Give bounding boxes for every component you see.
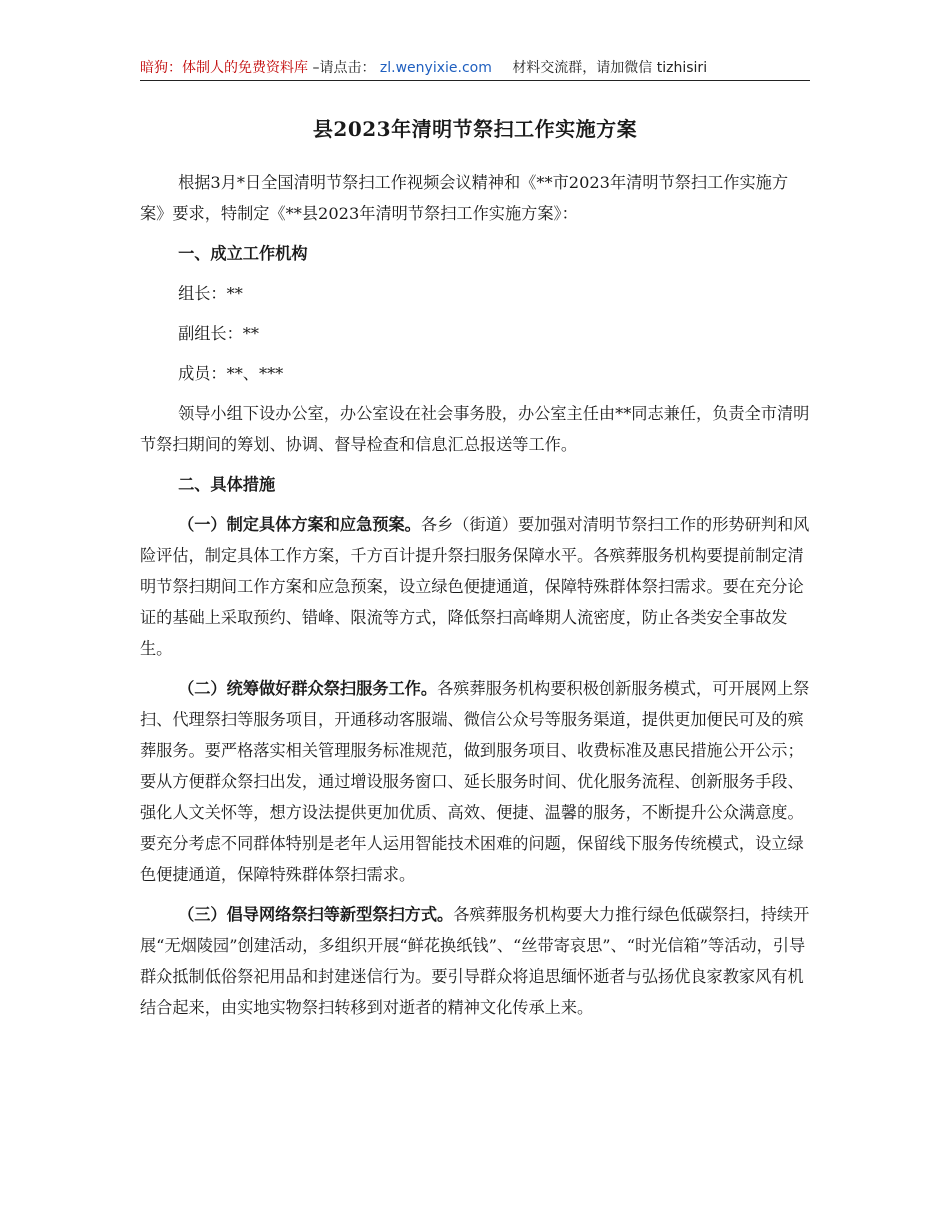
measure-3-paragraph (140, 899, 812, 1023)
page-header-banner (140, 58, 810, 81)
section-2-heading: 二、具体措施 (178, 475, 276, 494)
measure-1-text: 各乡（街道）要加强对清明节祭扫工作的形势研判和风险评估，制定具体工作方案，千方百计提升祭扫服务保障水平。各殡葬服务机构要提前制定清明节祭扫期间工作方案和应急预案，设立绿色便捷通道，保障特殊群体祭扫需求。要在充分论证的基础上采取预约、错峰、限流等方式，降低祭扫高峰期人流密度，防止各类安全事故发生。 (140, 515, 810, 658)
header-brand: 暗狗：体制人的免费资料库 (140, 60, 308, 76)
header-prompt: –请点击： (312, 60, 376, 76)
measure-1-paragraph (140, 509, 812, 664)
members-line: 成员：**、*** (178, 364, 284, 383)
measure-2-paragraph (140, 673, 812, 890)
measure-2-text: 各殡葬服务机构要积极创新服务模式，可开展网上祭扫、代理祭扫等服务项目，开通移动客服端、微信公众号等服务渠道，提供更加便民可及的殡葬服务。要严格落实相关管理服务标准规范，做到服务项目、收费标准及惠民措施公开公示；要从方便群众祭扫出发，通过增设服务窗口、延长服务时间、优化服务流程、创新服务手段、强化人文关怀等，想方设法提供更加优质、高效、便捷、温馨的服务，不断提升公众满意度。要充分考虑不同群体特别是老年人运用智能技术困难的问题，保留线下服务传统模式，设立绿色便捷通道，保障特殊群体祭扫需求。 (140, 679, 810, 884)
header-link[interactable]: zl.wenyixie.com (379, 60, 492, 76)
leader-line: 组长：** (178, 284, 243, 303)
header-contact: 材料交流群，请加微信 tizhisiri (512, 60, 708, 76)
office-paragraph: 领导小组下设办公室，办公室设在社会事务股，办公室主任由**同志兼任，负责全市清明节祭扫期间的筹划、协调、督导检查和信息汇总报送等工作。 (140, 404, 810, 454)
document-title: 县2023年清明节祭扫工作实施方案 (312, 117, 638, 141)
measure-2-lead: （二）统筹做好群众祭扫服务工作。 (178, 679, 438, 698)
intro-paragraph: 根据3月*日全国清明节祭扫工作视频会议精神和《**市2023年清明节祭扫工作实施方案》要求，特制定《**县2023年清明节祭扫工作实施方案》： (140, 173, 789, 223)
measure-3-lead: （三）倡导网络祭扫等新型祭扫方式。 (178, 905, 454, 924)
measure-1-lead: （一）制定具体方案和应急预案。 (178, 515, 421, 534)
measure-3-text: 各殡葬服务机构要大力推行绿色低碳祭扫，持续开展“无烟陵园”创建活动，多组织开展“鲜花换纸钱”、“丝带寄哀思”、“时光信箱”等活动，引导群众抵制低俗祭祀用品和封建迷信行为。要引导群众将追思缅怀逝者与弘扬优良家教家风有机结合起来，由实地实物祭扫转移到对逝者的精神文化传承上来。 (140, 905, 810, 1017)
document-body (140, 167, 812, 1023)
section-1-heading: 一、成立工作机构 (178, 244, 308, 263)
deputy-line: 副组长：** (178, 324, 259, 343)
